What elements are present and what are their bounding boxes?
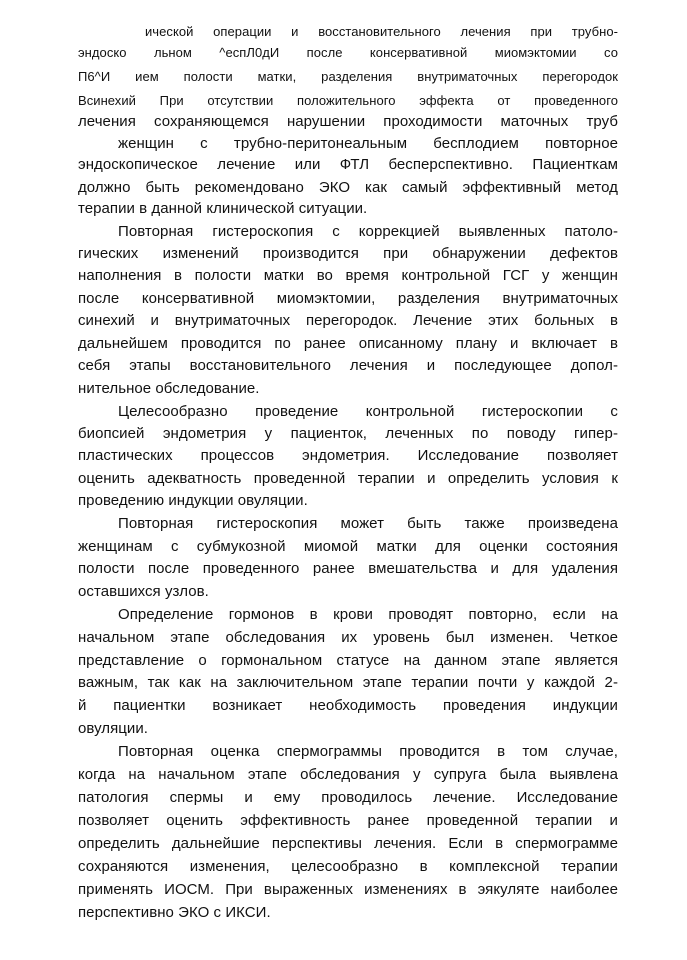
text-line-21: оценить адекватность проведенной терапии и определить условия к: [78, 470, 618, 487]
text-line-18: Целесообразно проведение контрольной гистероскопии с: [118, 403, 618, 420]
text-line-25: полости после проведенного ранее вмешательства и для удаления: [78, 560, 618, 577]
text-line-3: П6^И ием полости матки, разделения внутриматочных перегородок: [78, 69, 618, 84]
text-line-17: нительное обследование.: [78, 380, 260, 397]
text-line-30: важным, так как на заключительном этапе терапии почти у каждой 2-: [78, 674, 618, 691]
text-line-10: Повторная гистероскопия с коррекцией выявленных патоло-: [118, 223, 618, 240]
text-line-38: сохраняются изменения, целесообразно в комплексной терапии: [78, 858, 618, 875]
text-line-32: овуляции.: [78, 720, 148, 737]
text-line-29: представление о гормональном статусе на данном этапе является: [78, 652, 618, 669]
text-line-27: Определение гормонов в крови проводят повторно, если на: [118, 606, 618, 623]
text-line-13: после консервативной миомэктомии, разделения внутриматочных: [78, 290, 618, 307]
text-line-28: начальном этапе обследования их уровень был изменен. Четкое: [78, 629, 618, 646]
text-line-37: определить дальнейшие перспективы лечения. Если в спермограмме: [78, 835, 618, 852]
text-line-2: эндоско льном ^еспЛ0дИ после консервативной миомэктомии со: [78, 45, 618, 60]
text-line-40: перспективно ЭКО с ИКСИ.: [78, 904, 271, 921]
text-line-8: должно быть рекомендовано ЭКО как самый эффективный метод: [78, 179, 618, 196]
text-line-23: Повторная гистероскопия может быть также произведена: [118, 515, 618, 532]
text-line-12: наполнения в полости матки во время контрольной ГСГ у женщин: [78, 267, 618, 284]
text-line-39: применять ИОСМ. При выраженных изменениях в эякуляте наиболее: [78, 881, 618, 898]
text-line-9: терапии в данной клинической ситуации.: [78, 200, 368, 217]
text-line-15: дальнейшем проводится по ранее описанному плану и включает в: [78, 335, 618, 352]
text-line-7: эндоскопическое лечение или ФТЛ бесперспективно. Пациенткам: [78, 156, 618, 173]
text-line-14: синехий и внутриматочных перегородок. Лечение этих больных в: [78, 312, 618, 329]
text-line-11: гических изменений производится при обнаружении дефектов: [78, 245, 618, 262]
text-line-26: оставшихся узлов.: [78, 583, 209, 600]
text-line-31: й пациентки возникает необходимость проведения индукции: [78, 697, 618, 714]
text-line-35: патология спермы и ему проводилось лечение. Исследование: [78, 789, 618, 806]
text-line-34: когда на начальном этапе обследования у супруга была выявлена: [78, 766, 618, 783]
text-line-22: проведению индукции овуляции.: [78, 492, 308, 509]
text-line-6: женщин с трубно-перитонеальным бесплодием повторное: [118, 135, 618, 152]
text-line-16: себя этапы восстановительного лечения и последующее допол-: [78, 357, 618, 374]
text-line-24: женщинам с субмукозной миомой матки для оценки состояния: [78, 538, 618, 555]
text-line-33: Повторная оценка спермограммы проводится в том случае,: [118, 743, 618, 760]
text-line-5: лечения сохраняющемся нарушении проходимости маточных труб: [78, 113, 618, 130]
text-line-1: ической операции и восстановительного лечения при трубно-: [145, 24, 618, 39]
text-line-36: позволяет оценить эффективность ранее проведенной терапии и: [78, 812, 618, 829]
text-line-20: пластических процессов эндометрия. Исследование позволяет: [78, 447, 618, 464]
text-line-19: биопсией эндометрия у пациенток, леченных по поводу гипер-: [78, 425, 618, 442]
text-line-4: Всинехий При отсутствии положительного эффекта от проведенного: [78, 93, 618, 108]
